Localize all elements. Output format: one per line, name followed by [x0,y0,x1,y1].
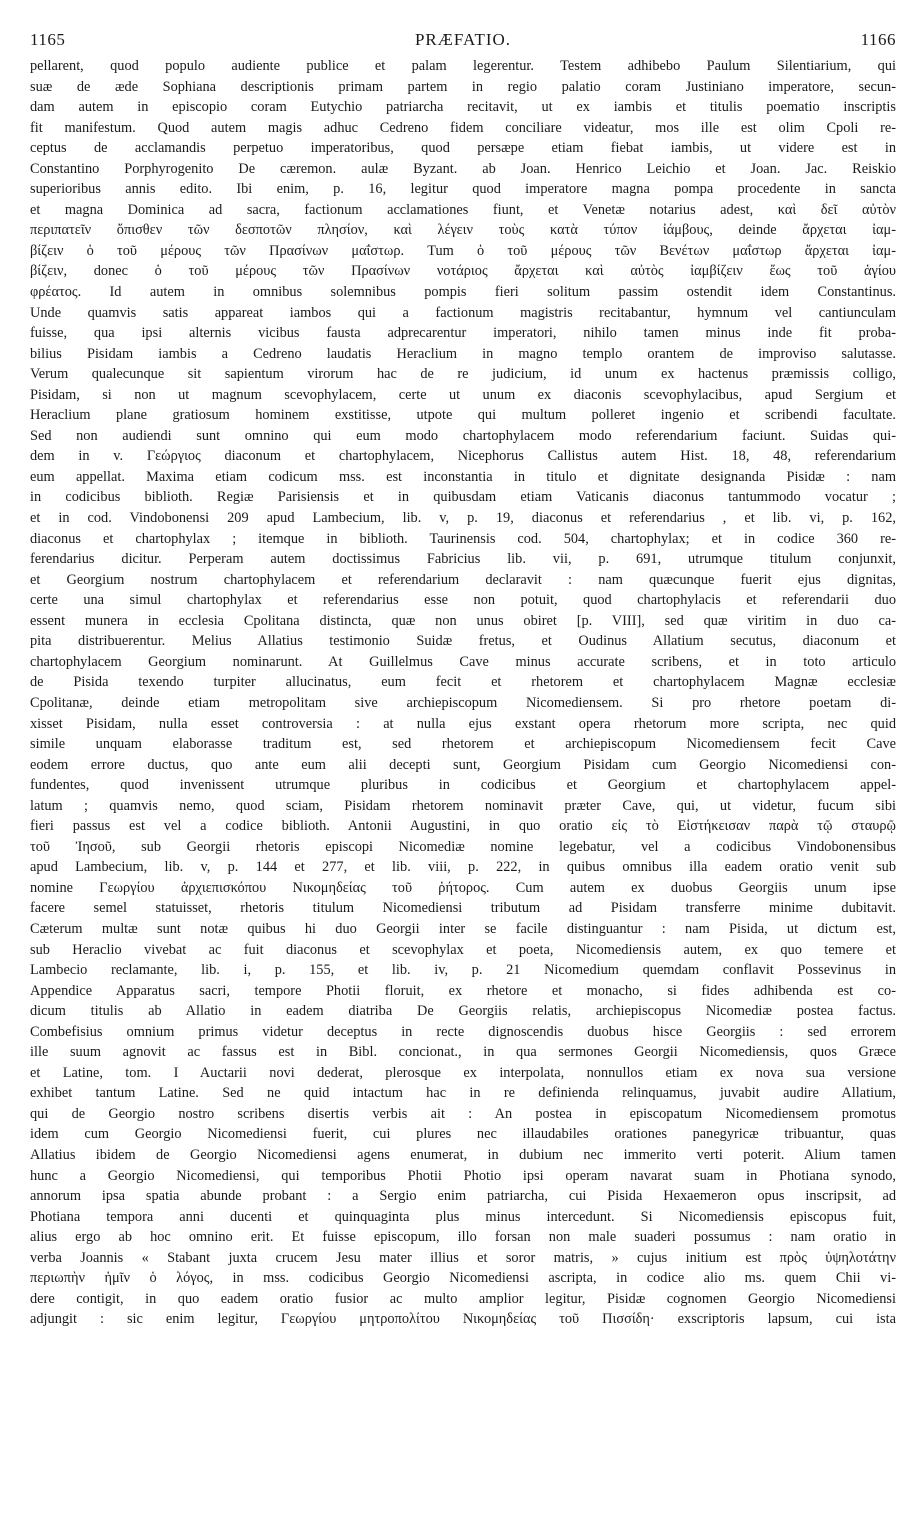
text-line: Cpolitanæ, deinde etiam metropolitam sive archiepiscopum Nicomediensem. Si pro rhetore poetam di- [30,694,896,711]
text-line: περιωπὴν ἡμῖν ὁ λόγος, in mss. codicibus Georgio Nicomediensi ascripta, in codice alio ms. quem Chii vi- [30,1270,896,1287]
text-line: apud Lambecium, lib. v, p. 144 et 277, et lib. viii, p. 222, in quibus omnibus illa eadem oratio venit sub [30,859,896,876]
text-line: Lambecio reclamante, lib. i, p. 155, et lib. iv, p. 21 Nicomedium quemdam conflavit Possevinus in [30,962,896,979]
text-line: Photiana tempora anni ducenti et quinquaginta plus minus intercedunt. Si Nicomediensis episcopus fuit, [30,1208,896,1225]
text-line: Heraclium plane gratiosum hominem exstitisse, utpote qui multum polleret ingenio et scribendi facultate. [30,407,896,424]
text-line: et in cod. Vindobonensi 209 apud Lambecium, lib. v, p. 19, diaconus et referendarius , et lib. vi, p. 162, [30,510,896,527]
text-line: Cæterum multæ sunt notæ quibus hi duo Georgii inter se facile distinguantur : nam Pisida, ut dictum est, [30,920,896,937]
text-line: verba Joannis « Stabant juxta crucem Jesu mater illius et soror matris, » cujus initium est πρὸς ὑψηλοτάτην [30,1249,896,1266]
text-line: de Pisida texendo turpiter allucinatus, eum fecit et rhetorem et chartophylacem Magnæ ecclesiæ [30,674,896,691]
text-line: in codicibus biblioth. Regiæ Parisiensis et in quibusdam etiam Vaticanis diaconus tantummodo vocatur ; [30,489,896,506]
text-line: τοῦ Ἰησοῦ, sub Georgii rhetoris episcopi Nicomediæ nomine legebatur, vel a codicibus Vindobonensibus [30,838,896,855]
text-line: chartophylacem Georgium nominarunt. At Guillelmus Cave minus accurate scribens, et in toto articulo [30,653,896,670]
text-line: superioribus annis edito. Ibi enim, p. 16, legitur quod imperatore magna pompa procedente in sancta [30,181,896,198]
text-line: fundentes, quod invenissent utrumque pluribus in codicibus et Georgium et chartophylacem appel- [30,777,896,794]
text-line: nomine Γεωργίου ἀρχιεπισκόπου Νικομηδείας τοῦ ῥήτορος. Cum autem ex duobus Georgiis unum ipse [30,879,896,896]
text-line: dem in v. Γεώργιος diaconum et chartophylacem, Nicephorus Callistus autem Hist. 18, 48, referendarium [30,448,896,465]
text-line: xisset Pisidam, nulla esset controversia : at nulla ejus exstant opera rhetorum more scripta, nec quid [30,715,896,732]
text-line: dicum titulis ab Allatio in eadem diatriba De Georgiis relatis, archiepiscopus Nicomediæ postea factus. [30,1003,896,1020]
text-line: adjungit : sic enim legitur, Γεωργίου μητροπολίτου Νικομηδείας τοῦ Πισσίδη· exscriptoris lapsum, cui ista [30,1311,896,1328]
text-line: latum ; quamvis nemo, quod sciam, Pisidam rhetorem nominavit præter Cave, qui, ut videtur, fucum sibi [30,797,896,814]
text-line: Pisidam, si non ut magnum scevophylacem, certe ut unum ex diaconis scevophylacibus, apud Sergium et [30,386,896,403]
text-line: eodem errore ductus, quo ante eum alii decepti sunt, Georgium Pisidam cum Georgio Nicomediensi con- [30,756,896,773]
text-line: περιπατεῖν ὄπισθεν τῶν δεσποτῶν πλησίον, καὶ λέγειν τοὺς κατὰ τύπον ἰάμβους, deinde ἄρχεται ἰαμ- [30,222,896,239]
text-line: dere contigit, in quo eadem oratio fusior ac multo amplior legitur, Pisidæ cognomen Georgio Nicomediensi [30,1290,896,1307]
text-line: qui de Georgio nostro scribens disertis verbis ait : An postea in episcopatum Nicomediensem promotus [30,1105,896,1122]
text-line: facere semel statuisset, rhetoris titulum Nicomediensi tributum ad Pisidam transferre minime dubitavit. [30,900,896,917]
text-line: bilius Pisidam iambis a Cedreno laudatis Heraclium in magno templo orantem de improviso salutasse. [30,345,896,362]
text-line: φρέατος. Id autem in omnibus solemnibus pompis fieri solitum passim ostendit idem Constantinus. [30,284,896,301]
text-line: et Georgium nostrum chartophylacem et referendarium declaravit : nam quæcunque fuerit ejus dignitas, [30,571,896,588]
text-line: suæ de æde Sophiana descriptionis primam partem in regio palatio coram Justiniano imperatore, secun- [30,78,896,95]
text-line: pellarent, quod populo audiente publice et palam legerentur. Testem adhibebo Paulum Silentiarium, qui [30,58,896,74]
page-header [30,26,896,56]
text-line: essent munera in ecclesia Cpolitana distincta, quæ non unus obiret [p. VIII], sed quæ viritim in duo ca- [30,612,896,629]
text-line: diaconus et chartophylax ; itemque in biblioth. Taurinensis cod. 504, chartophylax; et in codice 360 re- [30,530,896,547]
text-line: pita distribuerentur. Melius Allatius testimonio Suidæ fretus, et Oudinus Allatium secutus, diaconum et [30,633,896,650]
text-line: alius ergo ab hoc omnino erit. Et fuisse episcopum, illo forsan non male suaderi possumus : nam oratio in [30,1229,896,1246]
text-line: Verum qualecunque sit sapientum virorum hac de re judicium, id unum ex hactenus præmissis colligo, [30,366,896,383]
text-line: ceptus de acclamandis perpetuo imperatoribus, quod persæpe etiam fiebat iambis, ut videre est in [30,140,896,157]
text-line: Appendice Apparatus sacri, tempore Photii floruit, ex rhetore et monacho, si fides adhibenda est co- [30,982,896,999]
text-line: Combefisius omnium primus videtur deceptus in recte dignoscendis duobus hisce Georgiis : sed errorem [30,1023,896,1040]
page-number-right: 1166 [860,30,896,49]
text-line: fit manifestum. Quod autem magis adhuc Cedreno fidem conciliare videatur, mos ille est olim Cpoli re- [30,119,896,136]
text-line: sub Heraclio vivebat ac fuit diaconus et scevophylax et poeta, Nicomediensis autem, ex quo temere et [30,941,896,958]
text-line: et magna Dominica ad sacra, factionum acclamationes fiunt, et Venetæ notarius adest, καὶ δεῖ αὐτὸν [30,201,896,218]
text-line: certe una simul chartophylax et referendarius esse non potuit, quod chartophylacis et referendarii duo [30,592,896,609]
text-line: fuisse, qua ipsi alternis vicibus fausta adprecarentur imperatori, nihilo tamen minus inde fit proba- [30,325,896,342]
text-line: Allatius ibidem de Georgio Nicomediensi agens enumerat, in dubium nec immerito verti poterit. Alium tamen [30,1146,896,1163]
text-line: annorum ipsa spatia abunde probant : a Sergio enim patriarcha, cui Pisida Hexaemeron opus inscripsit, ad [30,1188,896,1205]
text-line: Constantino Porphyrogenito De cæremon. aulæ Byzant. ab Joan. Henrico Leichio et Joan. Jac. Reiskio [30,160,896,177]
page-number-left: 1165 [30,30,66,49]
text-line: Unde quamvis satis appareat iambos qui a factionum magistris recitabantur, hymnum vel cantiunculam [30,304,896,321]
text-line: hunc a Georgio Nicomediensi, qui temporibus Photii Photio ipsi operam navarat suam in Photiana synodo, [30,1167,896,1184]
text-line: et Latine, tom. I Auctarii novi dederat, plerosque ex interpolata, nonnullos etiam ex nova sua versione [30,1064,896,1081]
text-line: ferendarius dicitur. Perperam autem doctissimus Fabricius lib. vii, p. 691, utrumque titulum conjunxit, [30,551,896,568]
text-line: eum appellat. Maxima etiam codicum mss. est inconstantia in titulo et dignitate designanda Pisidæ : nam [30,468,896,485]
document-page [30,26,896,1330]
text-line: βίζειν ὁ τοῦ μέρους τῶν Πρασίνων μαΐστωρ. Tum ὁ τοῦ μέρους τῶν Βενέτων μαΐστωρ ἄρχεται ἰαμ- [30,242,896,259]
text-line: dam autem in episcopio coram Eutychio patriarcha recitavit, ut ex iambis et titulis poematio inscriptis [30,99,896,116]
text-line: βίζειν, donec ὁ τοῦ μέρους τῶν Πρασίνων νοτάριος ἄρχεται καὶ αὐτὸς ἰαμβίζειν ἕως τοῦ ἁγίου [30,263,896,280]
text-line: fieri passus est vel a codice biblioth. Antonii Augustini, in quo oratio εἰς τὸ Εἱστήκεισαν παρὰ τῷ σταυρῷ [30,818,896,835]
running-title: PRÆFATIO. [414,30,512,49]
text-line: exhibet tantum Latine. Sed ne quid intactum hac in re definienda relinquamus, juvabit audire Allatium, [30,1085,896,1102]
body-text [30,56,896,1330]
text-line: simile unquam elaborasse traditum est, sed rhetorem et archiepiscopum Nicomediensem fecit Cave [30,736,896,753]
text-line: idem cum Georgio Nicomediensi fuerit, cui plures nec illaudabiles orationes panegyricæ tribuantur, quas [30,1126,896,1143]
text-line: ille suum agnovit ac fassus est in Bibl. concionat., in qua sermones Georgii Nicomediensis, quos Græce [30,1044,896,1061]
text-line: Sed non audiendi sunt omnino qui eum modo chartophylacem modo referendarium faciunt. Suidas qui- [30,427,896,444]
